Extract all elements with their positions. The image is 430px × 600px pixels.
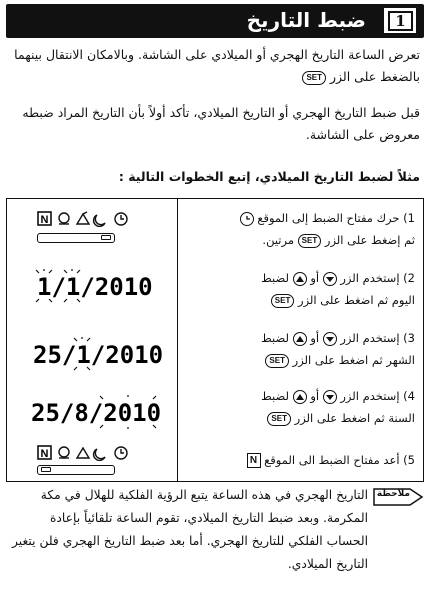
lcd-date-month: 25/1/2010: [33, 341, 164, 369]
clock-position-icon: [240, 212, 254, 226]
step-2-line2-prefix: اليوم ثم اضغط على الزر: [298, 293, 415, 307]
step-4: [177, 385, 415, 429]
down-button-icon: [323, 332, 337, 346]
lcd-status-icons: [37, 211, 155, 227]
step-1-line2-suffix: مرتين.: [262, 233, 295, 247]
note-tag-label: ملاحظة: [376, 489, 410, 499]
mode-letter-icon: N: [40, 214, 49, 226]
step-4-number: 4): [403, 389, 415, 403]
up-button-icon: [293, 332, 307, 346]
section-header: [6, 4, 424, 38]
step-1: [177, 207, 415, 251]
display-icons-top: [37, 211, 155, 227]
step-5: [177, 449, 415, 471]
step-1-line2-prefix: ثم إضغط على الزر: [324, 233, 415, 247]
n-position-icon: N: [247, 453, 261, 468]
step-5-number: 5): [403, 453, 415, 467]
step-2-suffix: لضبط: [261, 271, 289, 285]
section-number: 1: [388, 11, 413, 31]
up-button-icon: [293, 390, 307, 404]
set-button-icon: SET: [265, 354, 289, 368]
up-button-icon: [293, 272, 307, 286]
lcd-date-year: 25/8/2010: [31, 399, 162, 427]
lcd-display-year: [27, 395, 167, 425]
lcd-progress-bar-bottom: [37, 465, 115, 475]
step-3: [177, 327, 415, 371]
set-button-icon: SET: [298, 234, 322, 248]
svg-text:N: N: [40, 448, 49, 460]
down-button-icon: [323, 272, 337, 286]
step-2: [177, 267, 415, 311]
step-4-suffix: لضبط: [261, 389, 289, 403]
intro-paragraph-3: مثلاً لضبط التاريخ الميلادي، إتبع الخطوات التالية :: [118, 169, 420, 184]
lcd-display-month: [27, 337, 167, 367]
lcd-date-day: 1/1/2010: [37, 273, 153, 301]
step-3-suffix: لضبط: [261, 331, 289, 345]
section-number-icon: [382, 6, 418, 35]
intro-p1-text: تعرض الساعة التاريخ الهجري أو الميلادي على الشاشة. وبالامكان الانتقال بينهما بالضغط على الزر: [14, 47, 420, 84]
set-button-icon: SET: [267, 412, 291, 426]
step-4-line2-prefix: السنة ثم اضغط على الزر: [294, 411, 415, 425]
step-1-number: 1): [403, 211, 415, 225]
step-3-or: أو: [310, 331, 320, 345]
instructions-panel: [6, 198, 424, 482]
step-4-or: أو: [310, 389, 320, 403]
section-title: ضبط التاريخ: [246, 8, 366, 32]
note-tag: [372, 488, 424, 506]
step-3-number: 3): [403, 331, 415, 345]
lcd-progress-bar: [37, 233, 115, 243]
step-2-number: 2): [403, 271, 415, 285]
display-icons-bottom: [37, 445, 155, 461]
step-2-or: أو: [310, 271, 320, 285]
step-2-prefix: إستخدم الزر: [340, 271, 400, 285]
set-button-icon: SET: [302, 71, 326, 85]
note-text: التاريخ الهجري في هذه الساعة يتبع الرؤية الفلكية للهلال في مكة المكرمة. وبعد ضبط التاريخ الميلادي، تقوم الساعة تلقائياً بإعادة الحساب الفلكي للتاريخ الهجري. أما بعد ضبط التاريخ الهجري فلن يتغير التاريخ الميلادي.: [12, 488, 368, 571]
intro-paragraph-1: [10, 44, 420, 88]
step-4-prefix: إستخدم الزر: [340, 389, 400, 403]
step-1-line1: حرك مفتاح الضبط إلى الموقع: [257, 211, 400, 225]
step-5-line1: أعد مفتاح الضبط الى الموقع: [264, 453, 400, 467]
set-button-icon: SET: [271, 294, 295, 308]
step-3-line2-prefix: الشهر ثم اضغط على الزر: [292, 353, 415, 367]
lcd-display-day: [27, 269, 167, 299]
lcd-status-icons-bottom: [37, 445, 155, 461]
step-3-prefix: إستخدم الزر: [340, 331, 400, 345]
down-button-icon: [323, 390, 337, 404]
intro-paragraph-2: قبل ضبط التاريخ الهجري أو التاريخ الميلادي، تأكد أولاً بأن التاريخ المراد ضبطه معروض على الشاشة.: [22, 105, 420, 142]
